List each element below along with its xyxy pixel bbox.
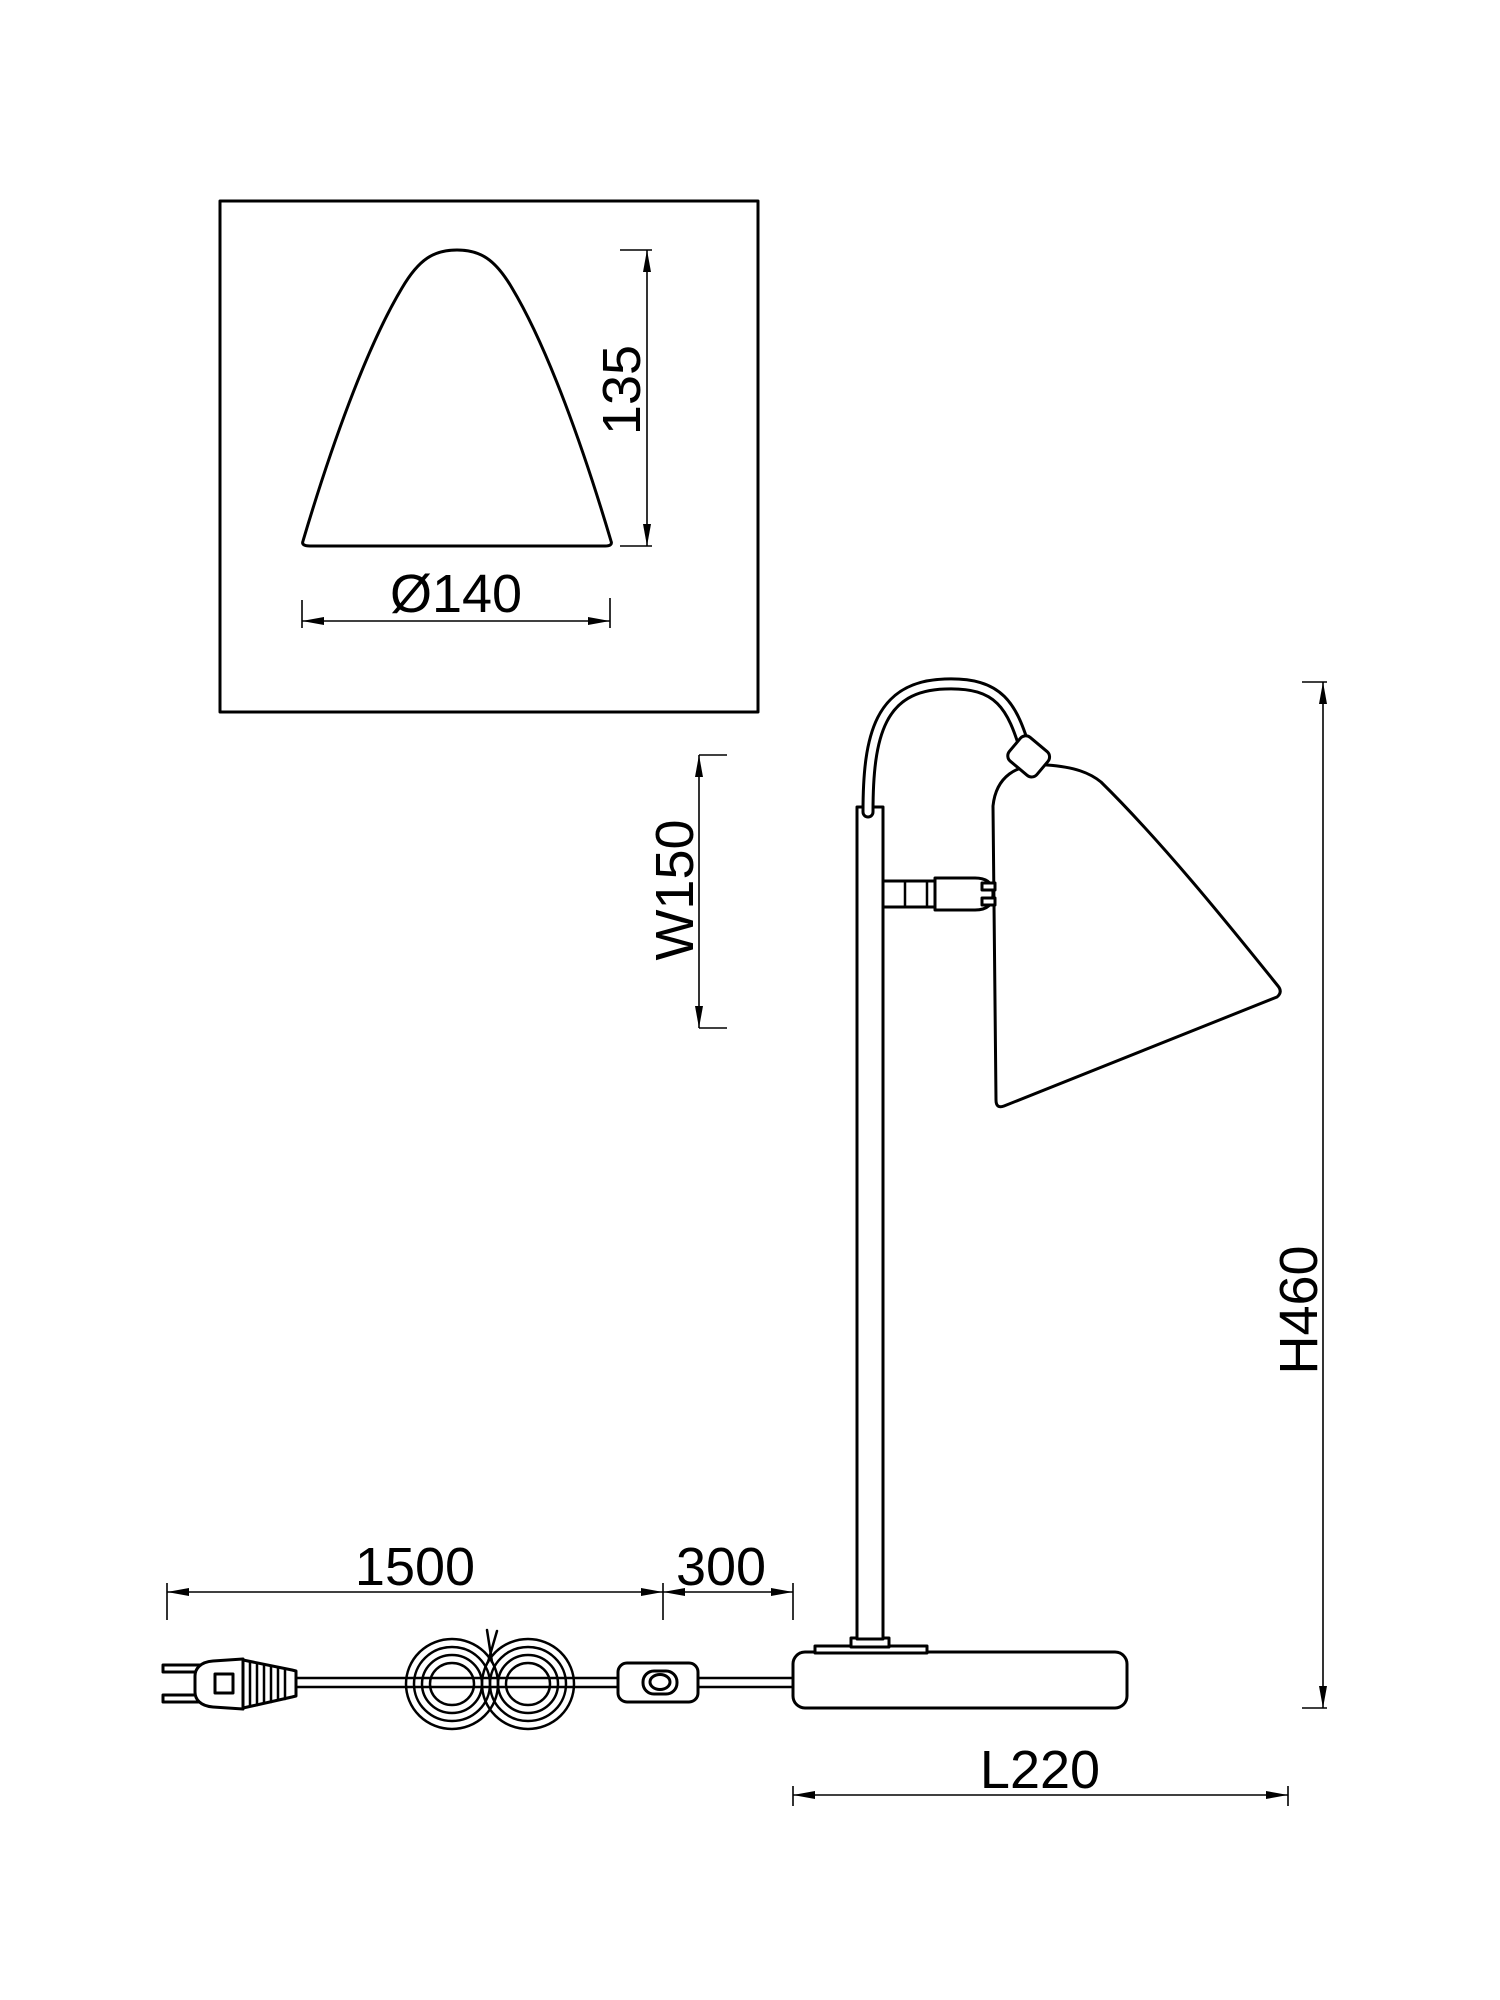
inline-switch bbox=[618, 1663, 698, 1702]
shade-detail-box bbox=[220, 201, 758, 712]
lamp-shade bbox=[993, 765, 1280, 1107]
lamp-base bbox=[793, 1652, 1127, 1708]
cord-coil bbox=[406, 1630, 574, 1729]
dim-overall-length bbox=[793, 1740, 1288, 1806]
dim-label-135: 135 bbox=[592, 344, 652, 436]
dim-label-l220: L220 bbox=[979, 1740, 1101, 1800]
power-plug bbox=[163, 1659, 296, 1709]
dim-label-w150: W150 bbox=[645, 819, 705, 961]
dim-label-dia140: Ø140 bbox=[389, 564, 523, 624]
dim-overall-height bbox=[1269, 682, 1329, 1708]
lamp-pole bbox=[857, 807, 883, 1639]
dim-label-300: 300 bbox=[675, 1537, 767, 1597]
dim-head-width bbox=[645, 755, 727, 1028]
dim-cord-length bbox=[167, 1537, 793, 1620]
power-cord bbox=[296, 1678, 793, 1687]
dim-label-1500: 1500 bbox=[354, 1537, 476, 1597]
dim-label-h460: H460 bbox=[1269, 1245, 1329, 1375]
shade-bracket bbox=[883, 878, 995, 910]
